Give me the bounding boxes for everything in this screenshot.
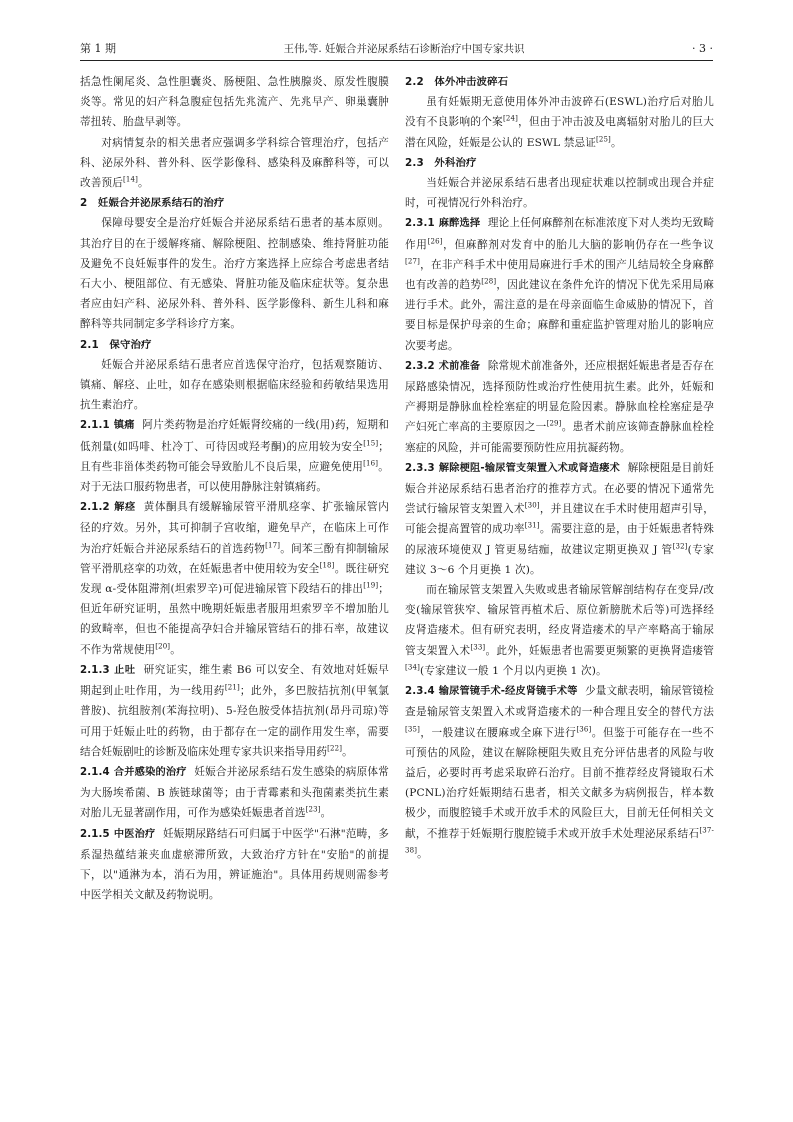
- citation: [14]: [122, 175, 138, 184]
- citation: [32]: [672, 542, 688, 551]
- citation: [34]: [405, 663, 420, 672]
- paragraph-2-1-2: 2.1.2 解痉 黄体酮具有缓解输尿管平滑肌痉挛、扩张输尿管内径的疗效。另外，其可抑制子宫收缩，避免早产，在临床上可作为治疗妊娠合并泌尿系结石的首选药物[17]。间苯三酚有抑制输尿管平滑肌痉挛的功效，在妊娠患者中使用较为安全[18]。既往研究发现 α-受体阻滞剂(坦索罗辛)可促进输尿管下段结石的排出[19]；但近年研究证明，虽然中晚期妊娠患者服用坦索罗辛不增加胎儿的致畸率，但也不能提高孕妇合并输尿管结石的排石率，故建议不作为常规使用[20]。: [80, 501, 389, 656]
- subsection-number: 2.3.4: [405, 686, 435, 698]
- citation: [36]: [576, 724, 592, 733]
- citation: [26]: [427, 237, 443, 246]
- paragraph-2-1-4: 2.1.4 合并感染的治疗 妊娠合并泌尿系结石发生感染的病原体常为大肠埃希菌、B 族链球菌等；由于青霉素和头孢菌素类抗生素对胎儿无显著副作用，可作为感染妊娠患者首选[23]。: [80, 765, 389, 820]
- subsection-title: 解除梗阻-输尿管支架置入术或肾造瘘术: [438, 462, 621, 474]
- paragraph-2-3-3: 2.3.3 解除梗阻-输尿管支架置入术或肾造瘘术 解除梗阻是目前妊娠合并泌尿系结石患者治疗的推荐方式。在必要的情况下通常先尝试行输尿管支架置入术[30]，并且建议在手术时使用超声引导，可能会提高置管的成功率[31]。需要注意的是，由于妊娠患者特殊的尿液环境使双 J 管更易结痂，故建议定期更换双 J 管[32](专家建议 3～6 个月更换 1 次)。: [405, 461, 714, 576]
- section-heading-2-3: 2.3 外科治疗: [405, 156, 477, 169]
- citation: [19]: [363, 581, 379, 590]
- subsection-title: 合并感染的治疗: [113, 766, 187, 778]
- subsection-number: 2.1.2: [80, 502, 110, 514]
- subsection-title: 解痉: [113, 502, 136, 514]
- section-heading-2-2: 2.2 体外冲击波碎石: [405, 76, 509, 88]
- running-header: [80, 40, 713, 60]
- citation: [28]: [481, 277, 497, 286]
- subsection-title: 镇痛: [113, 420, 135, 432]
- subsection-title: 输尿管镜手术-经皮肾镜手术等: [438, 686, 578, 698]
- citation: [27]: [405, 257, 420, 266]
- subsection-title: 中医治疗: [113, 828, 156, 840]
- paragraph-eswl: 虽有妊娠期无意使用体外冲击波碎石(ESWL)治疗后对胎儿没有不良影响的个案[24]，但由于冲击波及电离辐射对胎儿的巨大潜在风险，妊娠是公认的 ESWL 禁忌证[25]。: [405, 96, 715, 149]
- citation: [37-38]: [405, 825, 714, 855]
- citation: [22]: [327, 744, 343, 753]
- subsection-number: 2.3.3: [405, 462, 435, 474]
- citation: [21]: [224, 683, 240, 692]
- paragraph-2-1-3: 2.1.3 止吐 研究证实，维生素 B6 可以安全、有效地对妊娠早期起到止吐作用，为一线用药[21]；此外，多巴胺拮抗剂(甲氧氯普胺)、抗组胺剂(苯海拉明)、5-羟色胺受体拮抗剂(昂丹司琼)等可用于妊娠止吐的药物，由于都存在一定的副作用发生率，需要结合妊娠剧吐的诊断及临床处理专家共识来指导用药[22]。: [80, 663, 390, 758]
- citation: [35]: [405, 724, 420, 733]
- left-column: [80, 72, 389, 905]
- subsection-number: 2.3.2: [405, 360, 435, 372]
- paragraph-surgical: 当妊娠合并泌尿系结石患者出现症状难以控制或出现合并症时，可视情况行外科治疗。: [405, 177, 714, 210]
- citation: [16]: [363, 459, 379, 468]
- paragraph-2-3-4: 2.3.4 输尿管镜手术-经皮肾镜手术等 少量文献表明，输尿管镜检查是输尿管支架置入术或肾造瘘术的一种合理且安全的替代方法[35]，一般建议在腰麻或全麻下进行[36]。但鉴于可能存在一些不可预估的风险，建议在解除梗阻失败且充分评估患者的风险与收益后，必要时再考虑采取碎石治疗。目前不推荐经皮肾镜取石术(PCNL)治疗妊娠期结石患者，相关文献多为病例报告，样本数极少，而腹腔镜手术或开放手术的风险巨大，目前无任何相关文献，不推荐于妊娠期行腹腔镜手术或开放手术处理泌尿系结石[37-38]。: [405, 685, 714, 860]
- citation: [23]: [305, 805, 321, 814]
- citation: [17]: [265, 541, 281, 550]
- citation: [29]: [546, 419, 562, 428]
- subsection-number: 2.1.1: [80, 420, 110, 432]
- subsection-number: 2.1.5: [80, 828, 110, 840]
- paragraph-nephrostomy: 而在输尿管支架置入失败或患者输尿管解剖结构存在变异/改变(输尿管狭窄、输尿管再植术后、原位新膀胱术后等)可选择经皮肾造瘘术。但有研究表明，经皮肾造瘘术的早产率略高于输尿管支架置入术[33]。此外，妊娠患者也需要更频繁的更换肾造瘘管[34](专家建议一般 1 个月以内更换 1 次)。: [405, 584, 714, 677]
- page-number: · 3 ·: [691, 42, 713, 55]
- paragraph-2-1-1: 2.1.1 镇痛 阿片类药物是治疗妊娠肾绞痛的一线(用)药，短期和低剂量(如吗啡、杜冷丁、可待因或羟考酮)的应用较为安全[15]；且有些非甾体类药物可能会导致胎儿不良后果，应避免使用[16]。对于无法口服药物患者，可以使用静脉注射镇痛药。: [80, 419, 389, 494]
- citation: [30]: [524, 501, 540, 510]
- subsection-title: 止吐: [113, 664, 136, 676]
- citation: [18]: [319, 561, 335, 570]
- running-title: 王伟,等. 妊娠合并泌尿系结石诊断治疗中国专家共识: [283, 43, 525, 55]
- paragraph-treatment-principle: 保障母婴安全是治疗妊娠合并泌尿系结石患者的基本原则。其治疗目的在于缓解疼痛、解除梗阻、控制感染、维持肾脏功能及避免不良妊娠事件的发生。治疗方案选择上应综合考虑患者结石大小、梗阻部位、有无感染、肾脏功能及临床症状等。复杂患者应由妇产科、泌尿外科、普外科、医学影像科、新生儿科和麻醉科等共同制定多学科诊疗方案。: [80, 217, 389, 331]
- paragraph-conservative: 妊娠合并泌尿系结石患者应首选保守治疗，包括观察随访、镇痛、解痉、止吐，如存在感染则根据临床经验和药敏结果选用抗生素治疗。: [80, 358, 389, 412]
- paragraph-2-3-2: 2.3.2 术前准备 除常规术前准备外，还应根据妊娠患者是否存在尿路感染情况，选择预防性或治疗性使用抗生素。此外，妊娠和产褥期是静脉血栓栓塞症的明显危险因素。静脉血栓栓塞症是孕产妇死亡率高的主要原因之一[29]。患者术前应该筛查静脉血栓栓塞症的风险，并可能需要预防性应用抗凝药物。: [405, 359, 714, 454]
- citation: [15]: [363, 439, 379, 448]
- paragraph-multidisciplinary: 对病情复杂的相关患者应强调多学科综合管理治疗，包括产科、泌尿外科、普外科、医学影像科、感染科及麻醉科等，可以改善预后[14]。: [80, 136, 389, 190]
- citation: [24]: [503, 114, 518, 123]
- section-heading-2-1: 2.1 保守治疗: [80, 338, 152, 351]
- citation: [25]: [595, 135, 611, 144]
- subsection-title: 术前准备: [438, 360, 481, 372]
- citation: [20]: [155, 642, 171, 651]
- subsection-number: 2.1.3: [80, 664, 110, 676]
- header-rule: [80, 60, 713, 61]
- right-column: [405, 72, 714, 864]
- paragraph-2-3-1: 2.3.1 麻醉选择 理论上任何麻醉剂在标准浓度下对人类均无致畸作用[26]，但麻醉剂对发育中的胎儿大脑的影响仍存在一些争议[27]，在非产科手术中使用局麻进行手术的围产儿结局较全身麻醉也有改善的趋势[28]，因此建议在条件允许的情况下优先采用局麻进行手术。此外，需注意的是在母亲面临生命威胁的情况下，首要目标是保护母亲的生命；麻醉和重症监护管理对胎儿的影响应次要考虑。: [405, 217, 714, 352]
- citation: [33]: [470, 643, 486, 652]
- subsection-number: 2.1.4: [80, 766, 110, 778]
- subsection-title: 麻醉选择: [438, 218, 481, 230]
- issue-number: 第 1 期: [80, 42, 116, 55]
- paragraph-2-1-5: 2.1.5 中医治疗 妊娠期尿路结石可归属于中医学"石淋"范畴，多系湿热蕴结兼夹血虚瘀滞所致，大致治疗方针在"安胎"的前提下，以"通淋为本，消石为用，辨证施治"。具体用药规则需参考中医学相关文献及药物说明。: [80, 827, 389, 902]
- section-heading-2: 2 妊娠合并泌尿系结石的治疗: [80, 197, 225, 210]
- citation: [31]: [524, 521, 540, 530]
- paragraph-emergency-list: 括急性阑尾炎、急性胆囊炎、肠梗阻、急性胰腺炎、原发性腹膜炎等。常见的妇产科急腹症包括先兆流产、先兆早产、卵巢囊肿蒂扭转、胎盘早剥等。: [80, 76, 389, 129]
- subsection-number: 2.3.1: [405, 218, 435, 230]
